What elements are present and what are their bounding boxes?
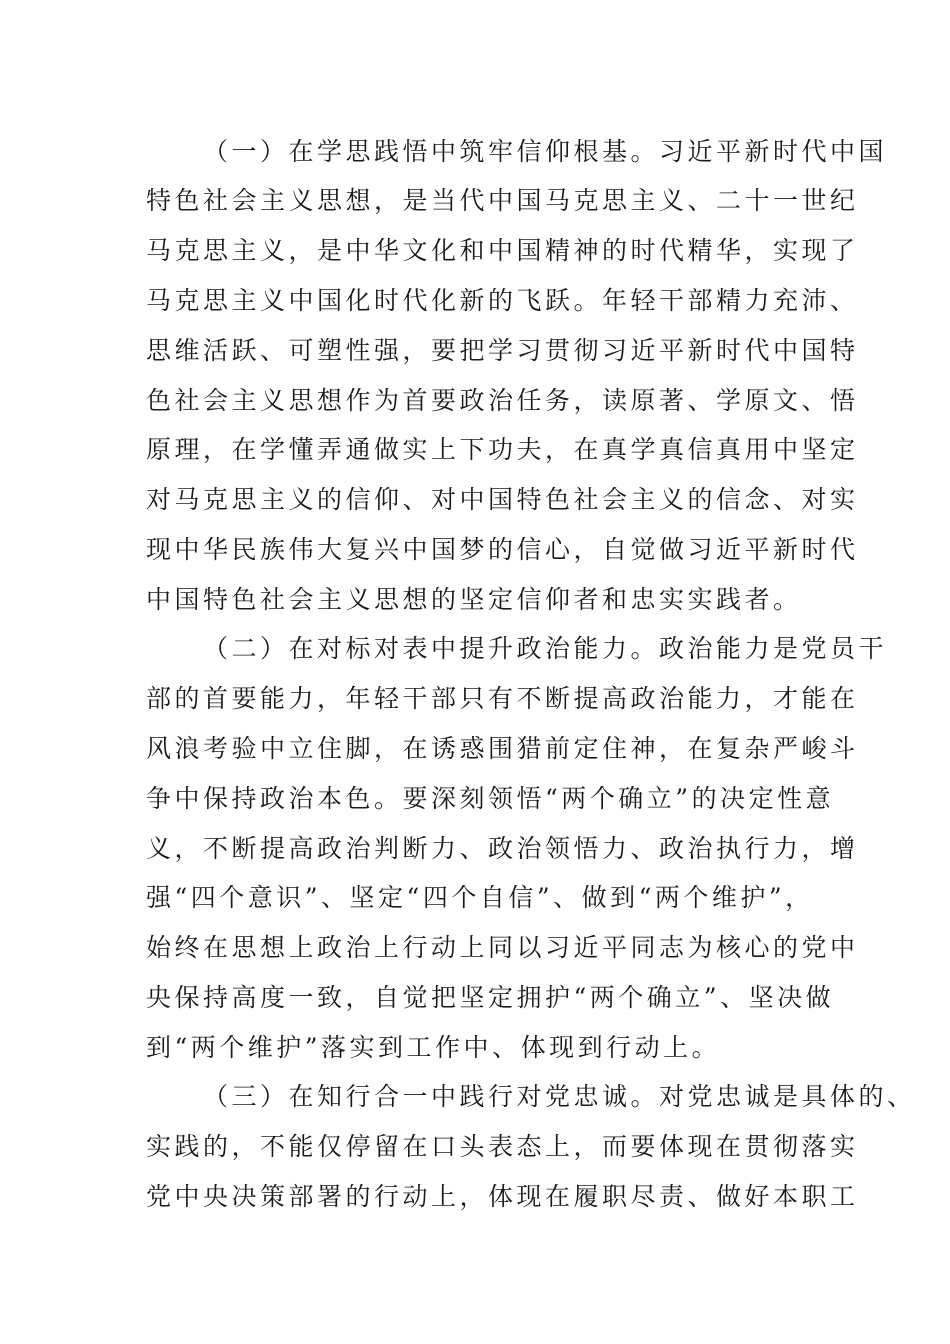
paragraph-1-line-3: 马克思主义，是中华文化和中国精神的时代精华，实现了 (146, 236, 859, 265)
paragraph-1-line-7: 原理，在学懂弄通做实上下功夫，在真学真信真用中坚定 (146, 435, 859, 464)
paragraph-1-line-10: 中国特色社会主义思想的坚定信仰者和忠实实践者。 (146, 585, 802, 614)
paragraph-2-line-3: 风浪考验中立住脚，在诱惑围猎前定住神，在复杂严峻斗 (146, 734, 859, 763)
paragraph-3-line-3: 党中央决策部署的行动上，体现在履职尽责、做好本职工 (146, 1182, 859, 1211)
paragraph-1-line-8: 对马克思主义的信仰、对中国特色社会主义的信念、对实 (146, 485, 859, 514)
paragraph-2-line-7: 始终在思想上政治上行动上同以习近平同志为核心的党中 (146, 933, 859, 962)
paragraph-1-line-5: 思维活跃、可塑性强，要把学习贯彻习近平新时代中国特 (146, 336, 859, 365)
paragraph-2-line-2: 部的首要能力，年轻干部只有不断提高政治能力，才能在 (146, 684, 859, 713)
paragraph-3-line-2: 实践的，不能仅停留在口头表态上，而要体现在贯彻落实 (146, 1132, 859, 1161)
paragraph-1-line-2: 特色社会主义思想，是当代中国马克思主义、二十一世纪 (146, 186, 859, 215)
paragraph-2-line-5: 义，不断提高政治判断力、政治领悟力、政治执行力，增 (146, 834, 859, 863)
paragraph-2-line-1: （二）在对标对表中提升政治能力。政治能力是党员干 (203, 634, 888, 663)
paragraph-1-line-6: 色社会主义思想作为首要政治任务，读原著、学原文、悟 (146, 386, 859, 415)
paragraph-1-line-4: 马克思主义中国化时代化新的飞跃。年轻干部精力充沛、 (146, 286, 859, 315)
paragraph-2-line-6: 强“四个意识”、坚定“四个自信”、做到“两个维护”， (146, 883, 814, 912)
paragraph-1-line-1: （一）在学思践悟中筑牢信仰根基。习近平新时代中国 (203, 137, 888, 166)
paragraph-1-line-9: 现中华民族伟大复兴中国梦的信心，自觉做习近平新时代 (146, 535, 859, 564)
paragraph-2-line-8: 央保持高度一致，自觉把坚定拥护“两个确立”、坚决做 (146, 983, 835, 1012)
paragraph-2-line-9: 到“两个维护”落实到工作中、体现到行动上。 (146, 1033, 721, 1062)
paragraph-3-line-1: （三）在知行合一中践行对党忠诚。对党忠诚是具体的、 (203, 1082, 916, 1111)
paragraph-2-line-4: 争中保持政治本色。要深刻领悟“两个确立”的决定性意 (146, 784, 835, 813)
